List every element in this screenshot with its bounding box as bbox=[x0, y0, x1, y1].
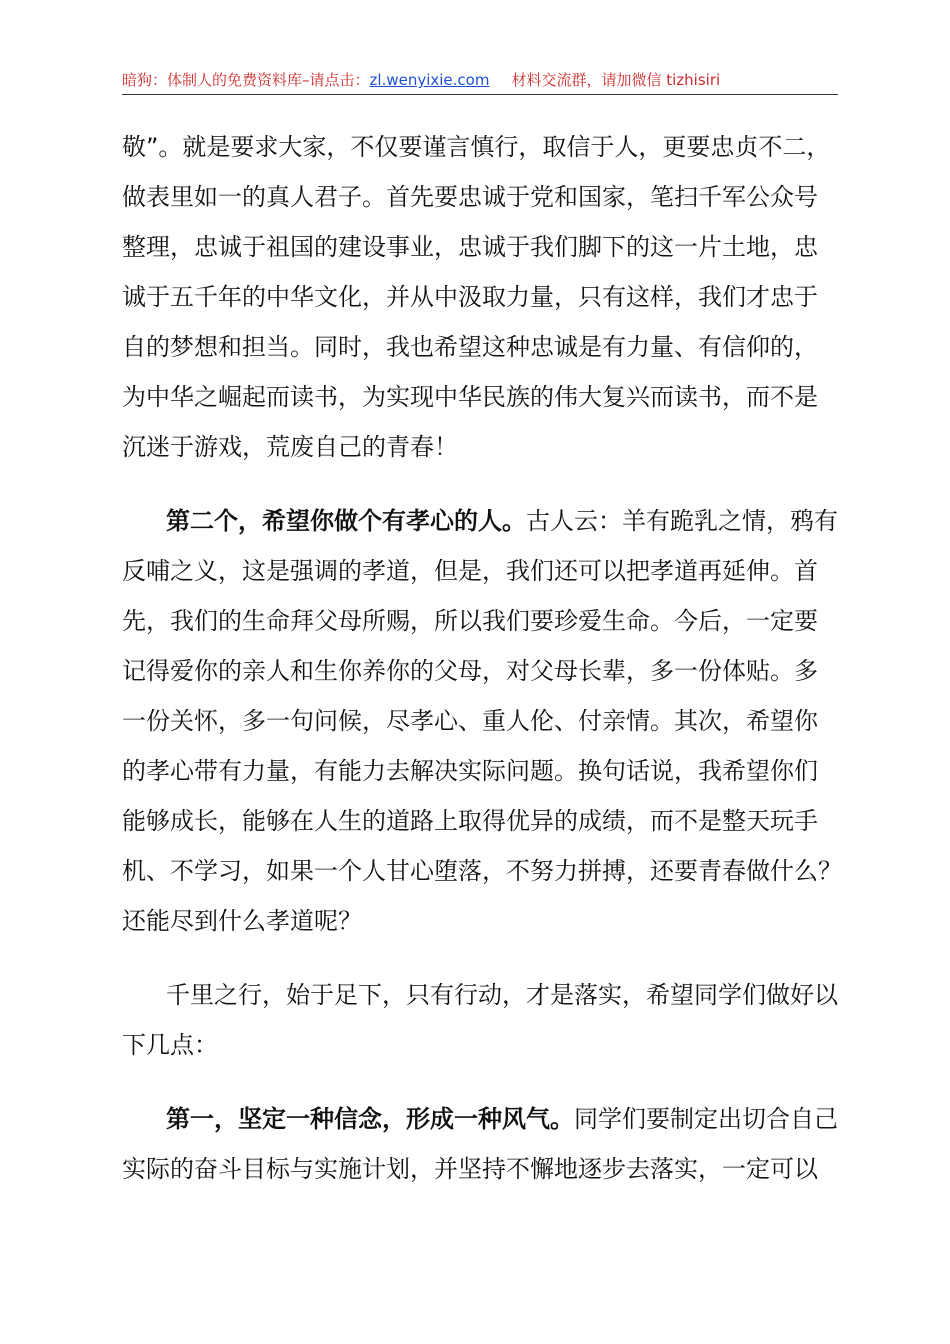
section-heading: 第二个，希望你做个有孝心的人。 bbox=[166, 507, 526, 535]
text-line: 为中华之崛起而读书，为实现中华民族的伟大复兴而读书，而不是 bbox=[122, 383, 818, 411]
text-run: 同学们要制定出切合自己 bbox=[574, 1105, 838, 1133]
text-line-first bbox=[122, 496, 838, 546]
text-line: 能够成长，能够在人生的道路上取得优异的成绩，而不是整天玩手 bbox=[122, 807, 818, 835]
text-run: 古人云：羊有跪乳之情，鸦有 bbox=[526, 507, 838, 535]
text-line: 下几点： bbox=[122, 1031, 218, 1059]
paragraph-spacer bbox=[122, 1070, 838, 1094]
text-line: 反哺之义，这是强调的孝道，但是，我们还可以把孝道再延伸。首 bbox=[122, 557, 818, 585]
text-line: 做表里如一的真人君子。首先要忠诚于党和国家，笔扫千军公众号 bbox=[122, 183, 818, 211]
text-line: 诚于五千年的中华文化，并从中汲取力量，只有这样，我们才忠于 bbox=[122, 283, 818, 311]
text-line: 沉迷于游戏，荒废自己的青春！ bbox=[122, 433, 458, 461]
click-prefix: –请点击： bbox=[302, 71, 370, 89]
site-link[interactable]: zl.wenyixie.com bbox=[369, 71, 490, 89]
document-body bbox=[122, 122, 842, 1194]
text-line: 还能尽到什么孝道呢？ bbox=[122, 907, 362, 935]
text-line: 自的梦想和担当。同时，我也希望这种忠诚是有力量、有信仰的， bbox=[122, 333, 818, 361]
paragraph-loyalty bbox=[122, 122, 838, 472]
contact-text: 材料交流群，请加微信 tizhisiri bbox=[511, 71, 721, 89]
page-header bbox=[122, 70, 838, 95]
paragraph-belief bbox=[122, 1094, 838, 1194]
text-line-first bbox=[122, 1094, 838, 1144]
text-line: 整理，忠诚于祖国的建设事业，忠诚于我们脚下的这一片土地，忠 bbox=[122, 233, 818, 261]
paragraph-spacer bbox=[122, 472, 838, 496]
text-line: 一份关怀，多一句问候，尽孝心、重人伦、付亲情。其次，希望你 bbox=[122, 707, 818, 735]
section-heading: 第一，坚定一种信念，形成一种风气。 bbox=[166, 1105, 574, 1133]
paragraph-spacer bbox=[122, 946, 838, 970]
text-line: 先，我们的生命拜父母所赐，所以我们要珍爱生命。今后，一定要 bbox=[122, 607, 818, 635]
site-name: 暗狗：体制人的免费资料库 bbox=[122, 71, 303, 89]
paragraph-action bbox=[122, 970, 838, 1070]
text-line: 的孝心带有力量，有能力去解决实际问题。换句话说，我希望你们 bbox=[122, 757, 818, 785]
text-line: 敬”。就是要求大家，不仅要谨言慎行，取信于人，更要忠贞不二， bbox=[122, 133, 831, 161]
text-line: 记得爱你的亲人和生你养你的父母，对父母长辈，多一份体贴。多 bbox=[122, 657, 818, 685]
text-line-first: 千里之行，始于足下，只有行动，才是落实，希望同学们做好以 bbox=[166, 981, 838, 1009]
paragraph-filial-piety bbox=[122, 496, 842, 946]
text-line: 实际的奋斗目标与实施计划，并坚持不懈地逐步去落实，一定可以 bbox=[122, 1155, 818, 1183]
text-line: 机、不学习，如果一个人甘心堕落，不努力拼搏，还要青春做什么？ bbox=[122, 857, 842, 885]
